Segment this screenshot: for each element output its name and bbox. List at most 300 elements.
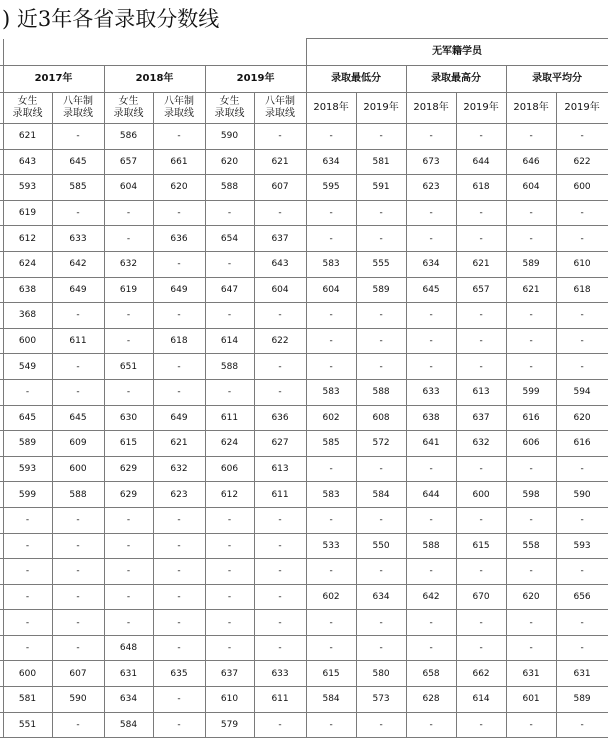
table-cell: - — [52, 584, 104, 610]
table-cell: 593 — [3, 456, 52, 482]
table-cell: 646 — [506, 149, 556, 175]
table-cell: 588 — [205, 354, 254, 380]
table-cell: - — [306, 559, 356, 585]
table-cell: 621 — [3, 124, 52, 150]
table-cell: 589 — [506, 251, 556, 277]
table-cell: - — [356, 507, 406, 533]
year-2017-header: 2017年 — [3, 66, 104, 93]
table-cell: - — [3, 559, 52, 585]
table-cell: 581 — [3, 687, 52, 713]
table-cell: 634 — [406, 251, 456, 277]
table-cell: 588 — [205, 175, 254, 201]
table-row — [0, 610, 608, 636]
table-cell: 620 — [506, 584, 556, 610]
table-cell: 622 — [254, 328, 306, 354]
table-cell: 634 — [356, 584, 406, 610]
table-cell: - — [556, 559, 608, 585]
table-cell: 589 — [356, 277, 406, 303]
table-cell: - — [306, 226, 356, 252]
table-cell: - — [506, 226, 556, 252]
subheader-right-year: 2018年 — [406, 93, 456, 124]
table-cell: - — [356, 124, 406, 150]
table-cell: - — [356, 303, 406, 329]
table-cell: - — [52, 354, 104, 380]
table-cell: - — [153, 124, 205, 150]
table-cell: 637 — [456, 405, 506, 431]
table-cell: - — [3, 533, 52, 559]
subheader-right-year: 2019年 — [556, 93, 608, 124]
table-cell: 649 — [153, 405, 205, 431]
table-cell: 621 — [254, 149, 306, 175]
table-cell: 613 — [254, 456, 306, 482]
table-cell: 633 — [254, 661, 306, 687]
table-cell: - — [153, 533, 205, 559]
subheader-left: 八年制 录取线 — [52, 93, 104, 124]
table-row — [0, 712, 608, 738]
table-cell: 661 — [153, 149, 205, 175]
table-cell: 593 — [556, 533, 608, 559]
table-cell: 618 — [153, 328, 205, 354]
table-cell: 612 — [3, 226, 52, 252]
table-cell: 621 — [153, 431, 205, 457]
table-cell: - — [506, 124, 556, 150]
table-cell: - — [356, 354, 406, 380]
table-cell: 611 — [205, 405, 254, 431]
table-cell: - — [153, 200, 205, 226]
table-cell: - — [3, 507, 52, 533]
table-cell: - — [153, 251, 205, 277]
subheader-left: 八年制 录取线 — [153, 93, 205, 124]
table-cell: 634 — [104, 687, 153, 713]
table-cell: 611 — [254, 482, 306, 508]
table-row — [0, 175, 608, 201]
table-cell: 583 — [306, 251, 356, 277]
table-cell: 585 — [306, 431, 356, 457]
table-cell: - — [406, 559, 456, 585]
table-cell: - — [356, 610, 406, 636]
table-cell: 621 — [456, 251, 506, 277]
table-cell: 632 — [456, 431, 506, 457]
table-cell: - — [556, 303, 608, 329]
table-cell: 645 — [406, 277, 456, 303]
table-cell: - — [356, 559, 406, 585]
table-cell: - — [153, 379, 205, 405]
table-cell: 588 — [52, 482, 104, 508]
table-cell: - — [306, 354, 356, 380]
table-cell: - — [556, 456, 608, 482]
table-cell: - — [406, 635, 456, 661]
table-cell: 588 — [406, 533, 456, 559]
table-cell: 645 — [3, 405, 52, 431]
table-cell: - — [254, 610, 306, 636]
table-cell: - — [506, 303, 556, 329]
table-cell: 615 — [306, 661, 356, 687]
table-row — [0, 533, 608, 559]
table-cell: 604 — [104, 175, 153, 201]
table-row — [0, 328, 608, 354]
table-cell: 638 — [3, 277, 52, 303]
table-cell: - — [254, 584, 306, 610]
table-cell: 604 — [306, 277, 356, 303]
table-cell: - — [406, 610, 456, 636]
table-cell: 600 — [3, 661, 52, 687]
table-cell: 656 — [556, 584, 608, 610]
table-cell: - — [356, 712, 406, 738]
table-cell: - — [52, 200, 104, 226]
table-cell: - — [104, 584, 153, 610]
table-cell: 644 — [406, 482, 456, 508]
table-cell: 632 — [153, 456, 205, 482]
table-cell: - — [104, 200, 153, 226]
table-cell: 589 — [3, 431, 52, 457]
table-cell: 590 — [205, 124, 254, 150]
table-cell: - — [153, 559, 205, 585]
table-cell: 616 — [506, 405, 556, 431]
table-cell: - — [254, 200, 306, 226]
table-cell: - — [254, 559, 306, 585]
table-cell: - — [306, 456, 356, 482]
table-row — [0, 226, 608, 252]
table-cell: 649 — [52, 277, 104, 303]
table-cell: - — [153, 712, 205, 738]
table-cell: 588 — [356, 379, 406, 405]
table-cell: 618 — [556, 277, 608, 303]
table-cell: 595 — [306, 175, 356, 201]
table-cell: 643 — [3, 149, 52, 175]
table-row — [0, 405, 608, 431]
subheader-right-year: 2018年 — [306, 93, 356, 124]
table-cell: - — [406, 124, 456, 150]
table-cell: - — [406, 507, 456, 533]
table-cell: - — [153, 303, 205, 329]
table-cell: 618 — [456, 175, 506, 201]
table-cell: 614 — [456, 687, 506, 713]
table-cell: - — [306, 124, 356, 150]
table-cell: - — [556, 328, 608, 354]
table-cell: 533 — [306, 533, 356, 559]
table-cell: - — [306, 200, 356, 226]
table-cell: 673 — [406, 149, 456, 175]
table-cell: - — [205, 635, 254, 661]
table-row — [0, 661, 608, 687]
table-cell: 586 — [104, 124, 153, 150]
table-cell: 585 — [52, 175, 104, 201]
table-cell: - — [406, 328, 456, 354]
table-cell: - — [3, 635, 52, 661]
table-cell: - — [205, 559, 254, 585]
table-cell: 654 — [205, 226, 254, 252]
table-cell: 612 — [205, 482, 254, 508]
table-cell: - — [356, 226, 406, 252]
table-cell: - — [456, 354, 506, 380]
table-cell: 613 — [456, 379, 506, 405]
table-row — [0, 354, 608, 380]
table-cell: - — [406, 226, 456, 252]
table-cell: - — [556, 712, 608, 738]
table-row — [0, 507, 608, 533]
table-cell: - — [556, 507, 608, 533]
table-cell: 368 — [3, 303, 52, 329]
table-row — [0, 251, 608, 277]
table-cell: - — [356, 200, 406, 226]
table-cell: 624 — [3, 251, 52, 277]
table-cell: - — [506, 712, 556, 738]
table-cell: - — [506, 354, 556, 380]
subheader-right-year: 2018年 — [506, 93, 556, 124]
table-cell: 619 — [3, 200, 52, 226]
table-cell: - — [254, 354, 306, 380]
table-cell: - — [556, 200, 608, 226]
table-cell: 593 — [3, 175, 52, 201]
table-cell: 620 — [556, 405, 608, 431]
table-cell: - — [153, 584, 205, 610]
table-cell: - — [306, 507, 356, 533]
table-cell: 647 — [205, 277, 254, 303]
table-cell: 628 — [406, 687, 456, 713]
table-row — [0, 277, 608, 303]
table-cell: - — [456, 200, 506, 226]
table-row — [0, 303, 608, 329]
table-cell: 610 — [205, 687, 254, 713]
table-cell: 614 — [205, 328, 254, 354]
table-cell: 600 — [52, 456, 104, 482]
table-cell: 637 — [254, 226, 306, 252]
table-cell: 631 — [556, 661, 608, 687]
table-cell: - — [456, 635, 506, 661]
table-cell: 638 — [406, 405, 456, 431]
table-cell: 623 — [406, 175, 456, 201]
subheader-right-year: 2019年 — [456, 93, 506, 124]
table-cell: - — [506, 200, 556, 226]
table-cell: 633 — [52, 226, 104, 252]
table-cell: 608 — [356, 405, 406, 431]
table-cell: 602 — [306, 584, 356, 610]
table-cell: - — [556, 635, 608, 661]
table-row — [0, 687, 608, 713]
table-cell: 607 — [254, 175, 306, 201]
table-cell: - — [153, 635, 205, 661]
table-cell: 600 — [3, 328, 52, 354]
table-cell: - — [406, 303, 456, 329]
table-cell: - — [52, 303, 104, 329]
table-cell: - — [356, 328, 406, 354]
table-cell: - — [306, 303, 356, 329]
table-cell: 624 — [205, 431, 254, 457]
table-cell: 584 — [306, 687, 356, 713]
table-cell: - — [506, 559, 556, 585]
table-cell: 604 — [254, 277, 306, 303]
table-cell: - — [456, 559, 506, 585]
table-cell: - — [52, 610, 104, 636]
table-cell: 632 — [104, 251, 153, 277]
table-cell: 616 — [556, 431, 608, 457]
table-cell: 602 — [306, 405, 356, 431]
table-cell: 635 — [153, 661, 205, 687]
table-cell: 551 — [3, 712, 52, 738]
table-cell: 633 — [406, 379, 456, 405]
table-cell: - — [254, 124, 306, 150]
table-cell: - — [456, 456, 506, 482]
subheader-left: 女生 录取线 — [3, 93, 52, 124]
table-cell: - — [205, 200, 254, 226]
table-cell: 642 — [406, 584, 456, 610]
table-cell: - — [3, 584, 52, 610]
table-cell: 572 — [356, 431, 406, 457]
table-cell: - — [205, 379, 254, 405]
table-cell: - — [104, 533, 153, 559]
table-cell: - — [3, 379, 52, 405]
table-cell: - — [254, 303, 306, 329]
table-cell: 648 — [104, 635, 153, 661]
table-cell: 644 — [456, 149, 506, 175]
table-cell: 589 — [556, 687, 608, 713]
table-cell: 558 — [506, 533, 556, 559]
table-cell: - — [556, 226, 608, 252]
table-cell: - — [306, 328, 356, 354]
table-cell: - — [153, 610, 205, 636]
year-2018-header: 2018年 — [104, 66, 205, 93]
table-cell: 590 — [52, 687, 104, 713]
table-cell: - — [52, 559, 104, 585]
table-cell: - — [456, 610, 506, 636]
table-cell: - — [3, 610, 52, 636]
table-cell: 609 — [52, 431, 104, 457]
table-cell: 594 — [556, 379, 608, 405]
table-cell: - — [254, 712, 306, 738]
table-cell: 620 — [205, 149, 254, 175]
table-cell: - — [104, 507, 153, 533]
table-row — [0, 482, 608, 508]
table-cell: - — [104, 226, 153, 252]
table-cell: - — [306, 635, 356, 661]
table-cell: 649 — [153, 277, 205, 303]
year-2019-header: 2019年 — [205, 66, 306, 93]
table-cell: 579 — [205, 712, 254, 738]
table-cell: - — [205, 533, 254, 559]
table-row — [0, 456, 608, 482]
table-cell: 637 — [205, 661, 254, 687]
table-cell: 600 — [456, 482, 506, 508]
table-row — [0, 124, 608, 150]
table-cell: - — [205, 303, 254, 329]
table-cell: 584 — [104, 712, 153, 738]
table-cell: 662 — [456, 661, 506, 687]
table-row — [0, 431, 608, 457]
table-cell: 573 — [356, 687, 406, 713]
table-cell: 634 — [306, 149, 356, 175]
table-cell: - — [153, 687, 205, 713]
table-row — [0, 635, 608, 661]
table-cell: - — [506, 507, 556, 533]
table-cell: 642 — [52, 251, 104, 277]
table-cell: 583 — [306, 482, 356, 508]
table-cell: 590 — [556, 482, 608, 508]
table-cell: 591 — [356, 175, 406, 201]
table-cell: - — [254, 379, 306, 405]
table-cell: - — [153, 354, 205, 380]
table-cell: 599 — [506, 379, 556, 405]
table-cell: 549 — [3, 354, 52, 380]
table-cell: - — [205, 251, 254, 277]
table-cell: 658 — [406, 661, 456, 687]
table-row — [0, 149, 608, 175]
table-cell: - — [153, 507, 205, 533]
table-cell: - — [356, 456, 406, 482]
table-cell: 630 — [104, 405, 153, 431]
table-cell: 620 — [153, 175, 205, 201]
table-cell: 670 — [456, 584, 506, 610]
table-cell: 623 — [153, 482, 205, 508]
table-cell: 607 — [52, 661, 104, 687]
table-cell: 610 — [556, 251, 608, 277]
table-cell: 636 — [153, 226, 205, 252]
table-cell: 645 — [52, 405, 104, 431]
table-cell: 641 — [406, 431, 456, 457]
table-cell: - — [254, 635, 306, 661]
table-cell: 611 — [254, 687, 306, 713]
table-cell: 622 — [556, 149, 608, 175]
table-cell: 629 — [104, 482, 153, 508]
avg-score-header: 录取平均分 — [506, 66, 608, 93]
table-cell: - — [556, 610, 608, 636]
table-cell: - — [406, 456, 456, 482]
table-cell: 615 — [456, 533, 506, 559]
table-cell: - — [506, 635, 556, 661]
table-cell: - — [456, 328, 506, 354]
table-cell: 555 — [356, 251, 406, 277]
table-cell: 598 — [506, 482, 556, 508]
table-cell: - — [104, 303, 153, 329]
table-row — [0, 559, 608, 585]
table-cell: - — [456, 507, 506, 533]
table-cell: 601 — [506, 687, 556, 713]
table-cell: 599 — [3, 482, 52, 508]
table-cell: 606 — [205, 456, 254, 482]
table-cell: - — [506, 610, 556, 636]
table-cell: - — [104, 559, 153, 585]
table-cell: 611 — [52, 328, 104, 354]
table-cell: - — [506, 328, 556, 354]
table-cell: - — [456, 712, 506, 738]
table-cell: 657 — [104, 149, 153, 175]
table-cell: - — [52, 379, 104, 405]
table-cell: 583 — [306, 379, 356, 405]
group-no-military-header: 无军籍学员 — [306, 39, 608, 66]
table-cell: - — [254, 507, 306, 533]
table-cell: - — [406, 354, 456, 380]
table-cell: - — [406, 200, 456, 226]
table-cell: - — [456, 226, 506, 252]
table-cell: 615 — [104, 431, 153, 457]
table-cell: - — [506, 456, 556, 482]
table-cell: - — [556, 354, 608, 380]
table-cell: 584 — [356, 482, 406, 508]
min-score-header: 录取最低分 — [306, 66, 406, 93]
table-cell: - — [456, 124, 506, 150]
subheader-left: 女生 录取线 — [205, 93, 254, 124]
table-cell: 606 — [506, 431, 556, 457]
table-cell: 604 — [506, 175, 556, 201]
table-cell: 657 — [456, 277, 506, 303]
subheader-left: 八年制 录取线 — [254, 93, 306, 124]
page-title: ) 近3年各省录取分数线 — [2, 7, 220, 31]
table-cell: - — [306, 610, 356, 636]
table-cell: - — [104, 328, 153, 354]
table-cell: 631 — [104, 661, 153, 687]
table-cell: 651 — [104, 354, 153, 380]
table-cell: - — [205, 584, 254, 610]
table-cell: 581 — [356, 149, 406, 175]
